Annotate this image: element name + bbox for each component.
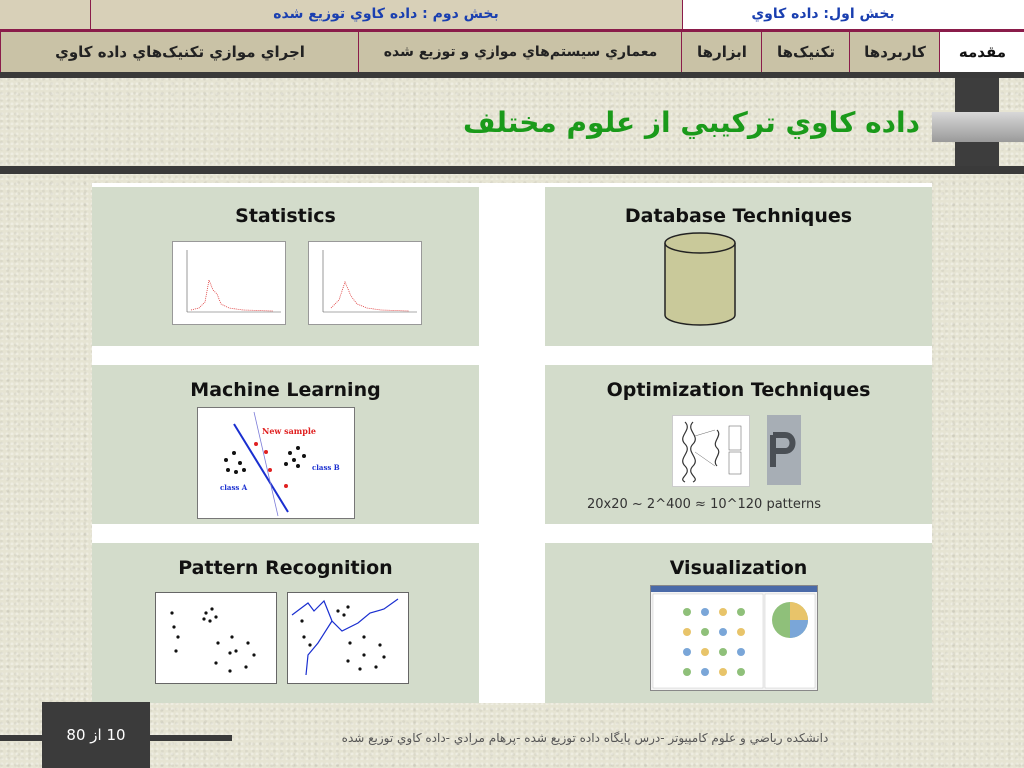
- title-divider: [0, 166, 1024, 174]
- pixel-letter-image: [767, 415, 801, 485]
- panel-title-database: Database Techniques: [624, 205, 853, 227]
- visualization-screenshot: [650, 585, 818, 691]
- ml-class-a-label: class A: [220, 483, 248, 492]
- panel-optimization: [545, 365, 932, 524]
- nav-applications[interactable]: كاربردها: [849, 32, 940, 72]
- nav-bar: [0, 30, 1024, 74]
- nav-intro[interactable]: مقدمه: [939, 32, 1024, 72]
- panel-title-pattern: Pattern Recognition: [178, 557, 393, 579]
- header-part1-link[interactable]: بخش اول: داده كاوي: [683, 0, 963, 29]
- panel-title-visualization: Visualization: [669, 557, 808, 579]
- panel-title-ml: Machine Learning: [190, 379, 381, 401]
- panel-database: [545, 187, 932, 346]
- panel-pattern: [92, 543, 479, 703]
- page-indicator: [42, 702, 150, 768]
- nav-parallel[interactable]: اجراي موازي تكنيک‌هاي داده كاوي: [0, 32, 359, 72]
- nav-techniques[interactable]: تكنيک‌ها: [761, 32, 850, 72]
- content-area: [92, 183, 932, 703]
- pattern-plot-2: [287, 592, 409, 684]
- panel-visualization: [545, 543, 932, 703]
- corner-bar: [932, 112, 1024, 142]
- optimization-formula: 20x20 ~ 2^400 ≈ 10^120 patterns: [587, 497, 821, 512]
- panel-statistics: [92, 187, 479, 346]
- database-cylinder-icon: [663, 231, 737, 327]
- panel-title-statistics: Statistics: [235, 205, 336, 227]
- ml-class-b-label: class B: [312, 463, 340, 472]
- slide-title: داده كاوي تركيبي از علوم مختلف: [463, 106, 920, 139]
- chromosome-image: [672, 415, 750, 487]
- statistics-plot-2: [308, 241, 422, 325]
- panel-ml: [92, 365, 479, 524]
- header-part2-link[interactable]: بخش دوم : داده كاوي توزيع شده: [90, 0, 683, 29]
- page-number: 10 از 80: [66, 726, 126, 744]
- nav-tools[interactable]: ابزارها: [681, 32, 762, 72]
- pattern-plot-1: [155, 592, 277, 684]
- ml-diagram: [197, 407, 355, 519]
- panel-title-optimization: Optimization Techniques: [606, 379, 871, 401]
- top-header-bar: [0, 0, 1024, 30]
- header-empty-cell: [0, 0, 91, 29]
- nav-architecture[interactable]: معماري سيستم‌هاي موازي و توزيع شده: [358, 32, 682, 72]
- statistics-plot-1: [172, 241, 286, 325]
- header-part1-pad: [963, 0, 1024, 29]
- footer-text: دانشكده رياضي و علوم كامپيوتر -درس پايگاه داده توزيع شده -پرهام مرادي -داده كاوي توزيع شده: [341, 731, 829, 745]
- header-divider: [0, 72, 1024, 78]
- ml-new-sample-label: New sample: [262, 426, 316, 436]
